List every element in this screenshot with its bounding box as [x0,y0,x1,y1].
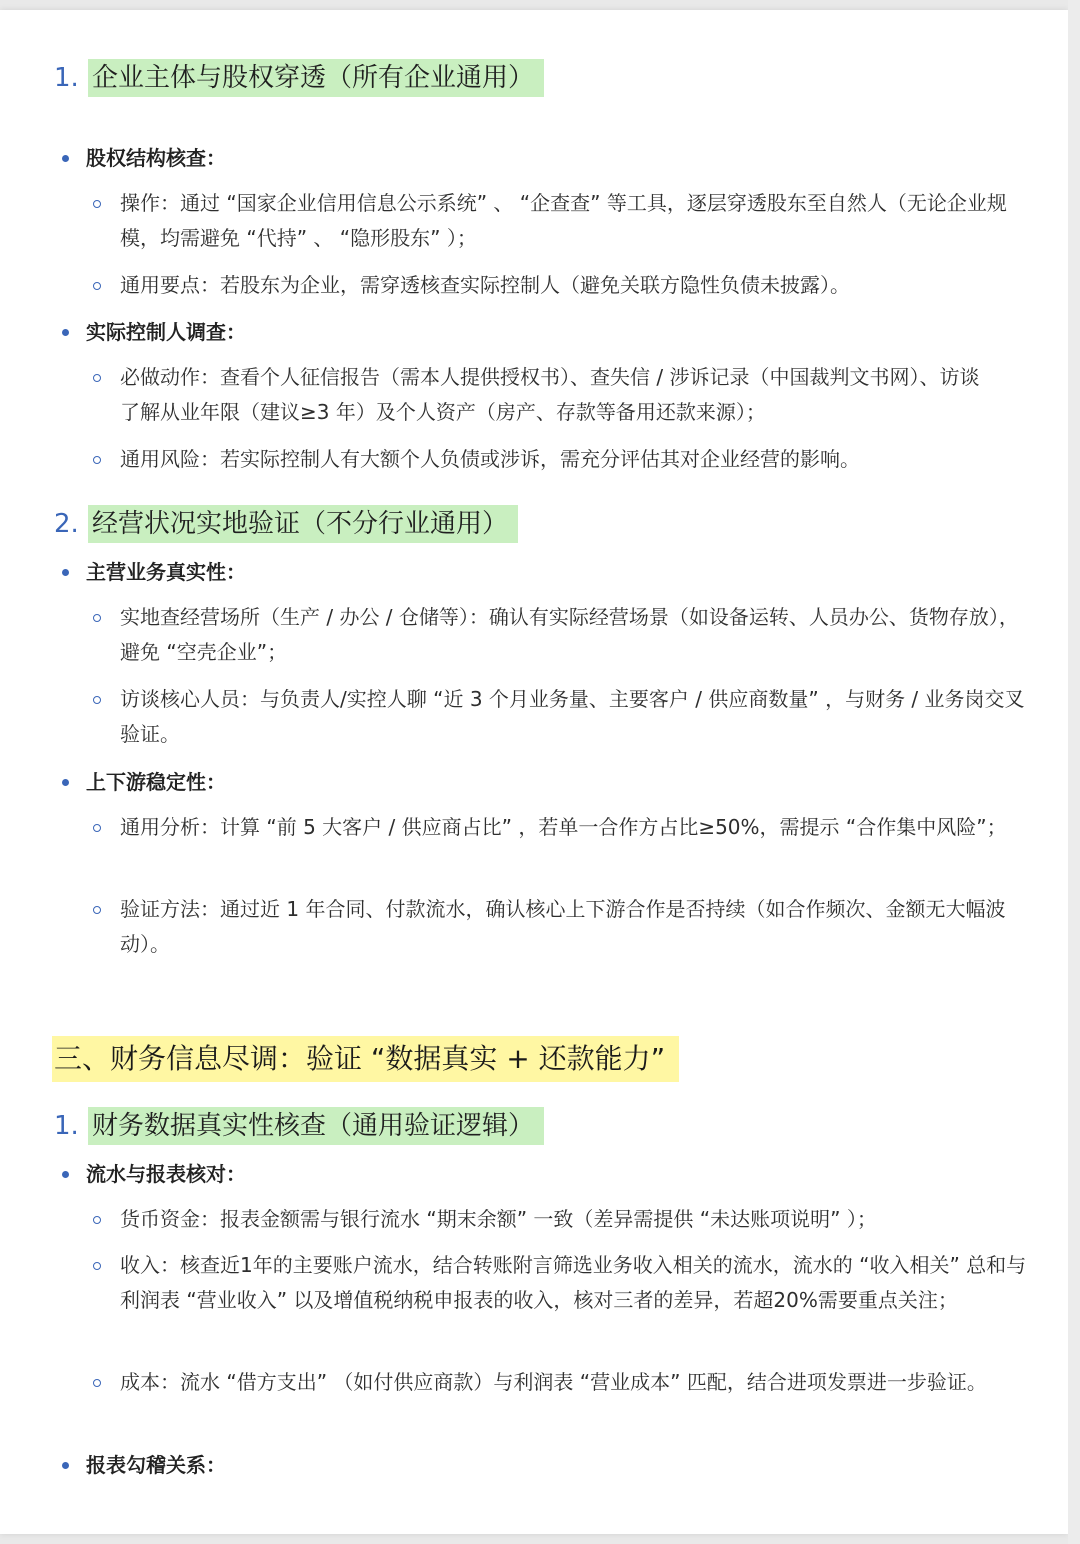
page-edge [1068,0,1080,1544]
bullet-label: 上下游稳定性： [86,770,226,794]
bullet-dot [62,779,69,786]
bullet-dot [62,1462,69,1469]
major-heading: 三、财务信息尽调：验证 “数据真实 + 还款能力” [52,1036,679,1082]
sub-bullet-circle [93,282,101,290]
sub-bullet-circle [93,614,101,622]
sub-item-text: 货币资金：报表金额需与银行流水 “期末余额” 一致（差异需提供 “未达账项说明” ）； [120,1207,877,1231]
sub-item [120,892,1030,962]
bullet-item [86,318,246,346]
section-title: 企业主体与股权穿透（所有企业通用） [88,59,544,97]
bullet-dot [62,155,69,162]
sub-bullet-circle [93,1379,101,1387]
bullet-item [86,1451,226,1479]
sub-item-text: 实地查经营场所（生产 / 办公 / 仓储等）：确认有实际经营场景（如设备运转、人员办公、货物存放），避免 “空壳企业”； [120,605,1019,664]
sub-item-text: 通用分析：计算 “前 5 大客户 / 供应商占比” ，若单一合作方占比≥50%，需提示 “合作集中风险”； [120,815,1007,839]
bullet-dot [62,1171,69,1178]
section-number: 2. [54,509,79,539]
sub-bullet-circle [93,1262,101,1270]
sub-item-text: 操作：通过 “国家企业信用信息公示系统” 、 “企查查” 等工具，逐层穿透股东至自然人（无论企业规模，均需避免 “代持” 、 “隐形股东” ）； [120,191,1007,250]
bullet-dot [62,329,69,336]
section-number: 1. [54,1111,79,1141]
sub-bullet-circle [93,200,101,208]
section-number: 1. [54,63,79,93]
sub-bullet-circle [93,374,101,382]
sub-item-text: 访谈核心人员：与负责人/实控人聊 “近 3 个月业务量、主要客户 / 供应商数量” ，与财务 / 业务岗交叉验证。 [120,687,1025,746]
sub-item [120,360,980,430]
sub-item-text: 收入：核查近1年的主要账户流水，结合转账附言筛选业务收入相关的流水，流水的 “收入相关” 总和与利润表 “营业收入” 以及增值税纳税申报表的收入，核对三者的差异，若超20%需要重点关注； [120,1253,1027,1312]
sub-item [120,1202,1030,1237]
sub-bullet-circle [93,1216,101,1224]
sub-item [120,600,1030,670]
sub-item-text: 必做动作：查看个人征信报告（需本人提供授权书）、查失信 / 涉诉记录（中国裁判文书网）、访谈了解从业年限（建议≥3 年）及个人资产（房产、存款等备用还款来源）； [120,365,980,424]
section-heading [54,506,518,542]
sub-bullet-circle [93,824,101,832]
bullet-label: 主营业务真实性： [86,560,246,584]
sub-item [120,442,1030,477]
bullet-item [86,144,226,172]
section-title: 经营状况实地验证（不分行业通用） [88,505,518,543]
sub-item [120,1365,1030,1400]
sub-item [120,268,1030,303]
section-title: 财务数据真实性核查（通用验证逻辑） [88,1107,544,1145]
section-heading [54,1108,544,1144]
section-heading [54,60,544,96]
sub-item [120,682,1030,752]
bullet-label: 流水与报表核对： [86,1162,246,1186]
bullet-label: 报表勾稽关系： [86,1453,226,1477]
bullet-item [86,768,226,796]
sub-item-text: 通用风险：若实际控制人有大额个人负债或涉诉，需充分评估其对企业经营的影响。 [120,447,860,471]
sub-item [120,1248,1030,1318]
sub-item [120,810,1030,845]
sub-item-text: 验证方法：通过近 1 年合同、付款流水，确认核心上下游合作是否持续（如合作频次、金额无大幅波动）。 [120,897,1006,956]
sub-bullet-circle [93,696,101,704]
bullet-item [86,1160,246,1188]
bullet-label: 股权结构核查： [86,146,226,170]
bullet-item [86,558,246,586]
sub-bullet-circle [93,906,101,914]
sub-item-text: 通用要点：若股东为企业，需穿透核查实际控制人（避免关联方隐性负债未披露）。 [120,273,850,297]
bullet-label: 实际控制人调查： [86,320,246,344]
bullet-dot [62,569,69,576]
sub-bullet-circle [93,456,101,464]
sub-item [120,186,1030,256]
sub-item-text: 成本：流水 “借方支出” （如付供应商款）与利润表 “营业成本” 匹配，结合进项发票进一步验证。 [120,1370,987,1394]
